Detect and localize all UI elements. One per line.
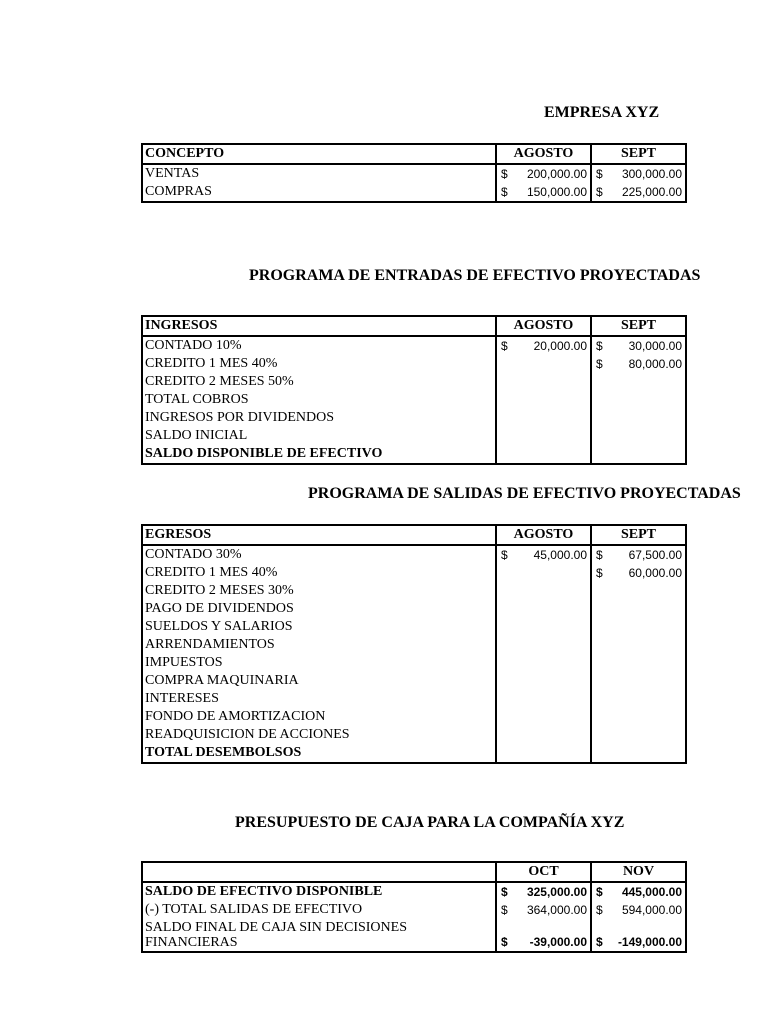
column-header: SEPT [591, 525, 686, 545]
value: 60,000.00 [628, 566, 682, 580]
cell [591, 564, 686, 582]
cell [496, 708, 591, 726]
value: 150,000.00 [526, 185, 587, 199]
cell [591, 427, 686, 445]
cell [496, 919, 591, 952]
cell [591, 672, 686, 690]
row-label: CREDITO 1 MES 40% [145, 356, 278, 371]
table-row [142, 744, 686, 763]
currency: $ [596, 339, 603, 353]
cell [496, 690, 591, 708]
company-title: EMPRESA XYZ [544, 104, 660, 121]
table-row [142, 618, 686, 636]
table-row [142, 690, 686, 708]
cell [591, 355, 686, 373]
value: 445,000.00 [621, 885, 682, 899]
row-label: INTERESES [145, 691, 219, 706]
currency: $ [501, 185, 508, 199]
value: 67,500.00 [628, 548, 682, 562]
column-header: OCT [496, 862, 591, 882]
row-label: TOTAL COBROS [145, 392, 249, 407]
cell [591, 636, 686, 654]
table-row [142, 545, 686, 564]
cell [591, 690, 686, 708]
currency: $ [501, 903, 508, 917]
cell [591, 600, 686, 618]
outflows-table [141, 524, 687, 764]
table-row [142, 373, 686, 391]
cell [496, 373, 591, 391]
cell [591, 882, 686, 901]
currency: $ [596, 885, 603, 899]
value: 30,000.00 [628, 339, 682, 353]
cell [591, 708, 686, 726]
cell [591, 183, 686, 202]
value: -39,000.00 [529, 935, 587, 949]
row-label: VENTAS [145, 166, 200, 181]
cell [591, 901, 686, 919]
table-row [142, 164, 686, 183]
table-row [142, 600, 686, 618]
cell [591, 919, 686, 952]
row-label: SUELDOS Y SALARIOS [145, 619, 293, 634]
cell [496, 391, 591, 409]
row-label: ARRENDAMIENTOS [145, 637, 275, 652]
cell [496, 600, 591, 618]
column-header [142, 862, 496, 882]
cell [496, 636, 591, 654]
value: 300,000.00 [621, 167, 682, 181]
column-header: CONCEPTO [145, 146, 225, 161]
cell [496, 654, 591, 672]
table-row [142, 409, 686, 427]
cell [496, 164, 591, 183]
cell [591, 654, 686, 672]
cell [496, 545, 591, 564]
column-header: NOV [591, 862, 686, 882]
currency: $ [501, 167, 508, 181]
cell [591, 744, 686, 763]
row-label: SALDO DE EFECTIVO DISPONIBLE [145, 884, 383, 899]
cell [496, 582, 591, 600]
row-label: FONDO DE AMORTIZACION [145, 709, 326, 724]
column-header: SEPT [591, 144, 686, 164]
row-label: COMPRAS [145, 184, 212, 199]
sales-table [141, 143, 687, 203]
column-header: EGRESOS [145, 527, 212, 542]
table-header-row [142, 144, 686, 164]
cell [496, 183, 591, 202]
row-label: IMPUESTOS [145, 655, 223, 670]
row-label-line: FINANCIERAS [145, 935, 238, 950]
table-row [142, 183, 686, 202]
currency: $ [501, 339, 508, 353]
row-label: (-) TOTAL SALIDAS DE EFECTIVO [145, 902, 363, 917]
cell [496, 427, 591, 445]
value: 20,000.00 [533, 339, 587, 353]
cell [496, 726, 591, 744]
value: 594,000.00 [621, 903, 682, 917]
cell [496, 564, 591, 582]
column-header: INGRESOS [145, 318, 218, 333]
table-header-row [142, 525, 686, 545]
cell [591, 582, 686, 600]
cell [496, 882, 591, 901]
cell [496, 901, 591, 919]
cell [591, 618, 686, 636]
currency: $ [501, 935, 508, 949]
row-label-line: SALDO FINAL DE CAJA SIN DECISIONES [145, 920, 407, 935]
row-label: CREDITO 2 MESES 30% [145, 583, 294, 598]
table-row [142, 654, 686, 672]
cell [591, 726, 686, 744]
budget-title: PRESUPUESTO DE CAJA PARA LA COMPAÑÍA XYZ [235, 814, 625, 831]
value: 225,000.00 [621, 185, 682, 199]
cell [591, 445, 686, 464]
table-row [142, 355, 686, 373]
row-label: CONTADO 10% [145, 338, 242, 353]
currency: $ [596, 357, 603, 371]
table-row [142, 919, 686, 952]
cell [496, 336, 591, 355]
cell [591, 409, 686, 427]
currency: $ [596, 566, 603, 580]
table-header-row [142, 862, 686, 882]
cell [591, 164, 686, 183]
cell [496, 445, 591, 464]
cell [496, 618, 591, 636]
table-header-row [142, 316, 686, 336]
row-label: READQUISICION DE ACCIONES [145, 727, 350, 742]
currency: $ [596, 903, 603, 917]
value: 325,000.00 [526, 885, 587, 899]
currency: $ [596, 167, 603, 181]
table-row [142, 882, 686, 901]
value: -149,000.00 [617, 935, 682, 949]
cell [591, 373, 686, 391]
cell [496, 409, 591, 427]
inflows-title: PROGRAMA DE ENTRADAS DE EFECTIVO PROYECTADAS [249, 267, 701, 284]
currency: $ [596, 548, 603, 562]
value: 80,000.00 [628, 357, 682, 371]
budget-table [141, 861, 687, 953]
table-row [142, 564, 686, 582]
table-row [142, 726, 686, 744]
value: 200,000.00 [526, 167, 587, 181]
table-row [142, 582, 686, 600]
table-row [142, 336, 686, 355]
row-label: INGRESOS POR DIVIDENDOS [145, 410, 335, 425]
cell [496, 672, 591, 690]
row-label: CREDITO 2 MESES 50% [145, 374, 294, 389]
table-row [142, 901, 686, 919]
inflows-table [141, 315, 687, 465]
row-label: SALDO INICIAL [145, 428, 248, 443]
table-row [142, 445, 686, 464]
row-label: COMPRA MAQUINARIA [145, 673, 299, 688]
cell [496, 744, 591, 763]
currency: $ [501, 885, 508, 899]
row-label: CONTADO 30% [145, 547, 242, 562]
table-row [142, 391, 686, 409]
value: 364,000.00 [526, 903, 587, 917]
cell [496, 355, 591, 373]
currency: $ [596, 185, 603, 199]
column-header: AGOSTO [496, 316, 591, 336]
cell [591, 336, 686, 355]
cell [591, 545, 686, 564]
value: 45,000.00 [533, 548, 587, 562]
table-row [142, 672, 686, 690]
currency: $ [501, 548, 508, 562]
table-row [142, 708, 686, 726]
currency: $ [596, 935, 603, 949]
column-header: AGOSTO [496, 525, 591, 545]
cell [591, 391, 686, 409]
column-header: SEPT [591, 316, 686, 336]
outflows-title: PROGRAMA DE SALIDAS DE EFECTIVO PROYECTADAS [308, 485, 741, 502]
row-label [142, 919, 496, 952]
table-row [142, 636, 686, 654]
row-label: PAGO DE DIVIDENDOS [145, 601, 294, 616]
row-label: TOTAL DESEMBOLSOS [145, 745, 302, 760]
table-row [142, 427, 686, 445]
column-header: AGOSTO [496, 144, 591, 164]
row-label: SALDO DISPONIBLE DE EFECTIVO [145, 446, 383, 461]
row-label: CREDITO 1 MES 40% [145, 565, 278, 580]
